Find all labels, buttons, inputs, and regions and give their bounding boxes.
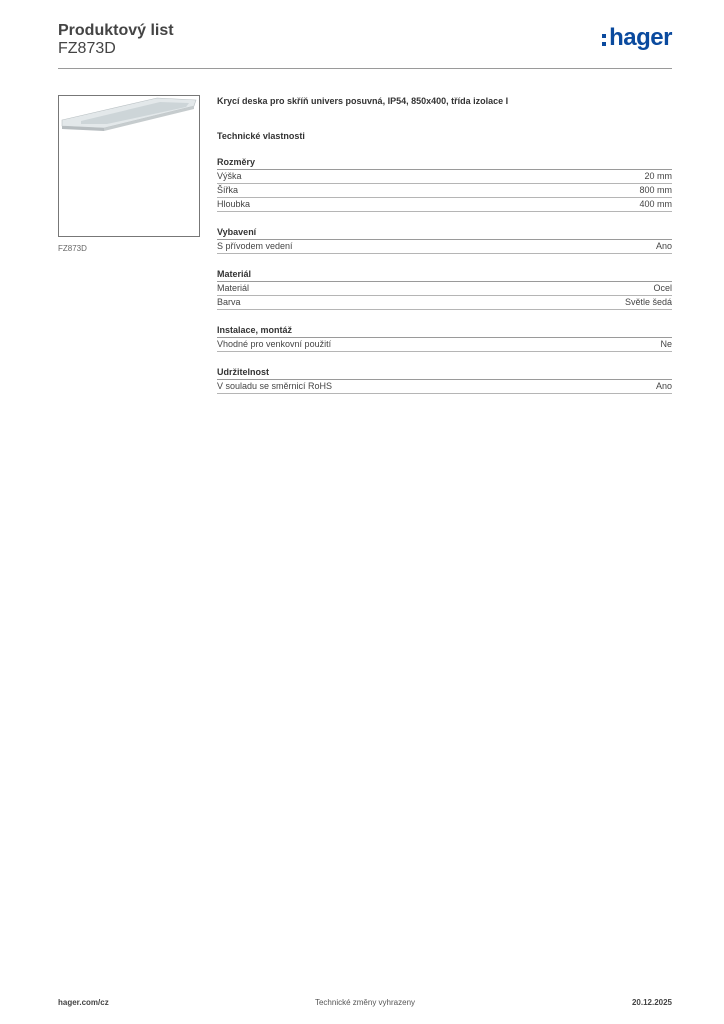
property-value: Ano (655, 381, 672, 391)
footer-website: hager.com/cz (58, 998, 109, 1007)
section-title: Materiál (217, 268, 672, 282)
property-row (217, 296, 672, 310)
logo-dots-icon (602, 34, 606, 46)
property-row (217, 338, 672, 352)
property-value: Ano (655, 241, 672, 251)
property-value: 800 mm (639, 185, 672, 195)
property-label: Hloubka (217, 199, 251, 209)
image-caption: FZ873D (58, 244, 87, 253)
section-title: Instalace, montáž (217, 324, 672, 338)
property-row (217, 282, 672, 296)
property-value: Světle šedá (624, 297, 672, 307)
section-installation (217, 324, 672, 352)
property-label: S přívodem vedení (217, 241, 293, 251)
property-value: Ocel (653, 283, 672, 293)
section-title: Rozměry (217, 156, 672, 170)
section-title: Vybavení (217, 226, 672, 240)
section-equipment (217, 226, 672, 254)
product-code: FZ873D (58, 40, 116, 57)
footer-note: Technické změny vyhrazeny (314, 998, 416, 1007)
logo-text: hager (609, 24, 672, 51)
document-title: Produktový list (58, 22, 174, 39)
product-description: Krycí deska pro skříň univers posuvná, IP54, 850x400, třída izolace I (217, 96, 509, 106)
technical-properties-title: Technické vlastnosti (217, 131, 305, 141)
property-row (217, 184, 672, 198)
property-label: Materiál (217, 283, 250, 293)
property-value: 400 mm (639, 199, 672, 209)
property-label: V souladu se směrnicí RoHS (217, 381, 333, 391)
product-image (58, 95, 200, 237)
section-sustainability (217, 366, 672, 394)
property-label: Vhodné pro venkovní použití (217, 339, 332, 349)
product-details (217, 95, 672, 394)
section-dimensions (217, 156, 672, 212)
property-label: Barva (217, 297, 241, 307)
section-title: Udržitelnost (217, 366, 672, 380)
hager-logo (602, 24, 672, 52)
property-row (217, 170, 672, 184)
section-material (217, 268, 672, 310)
property-label: Šířka (217, 185, 239, 195)
page-header (58, 20, 672, 69)
cover-plate-image (59, 96, 199, 236)
property-value: Ne (660, 339, 672, 349)
property-row (217, 198, 672, 212)
property-value: 20 mm (644, 171, 672, 181)
footer-date: 20.12.2025 (631, 998, 672, 1007)
property-label: Výška (217, 171, 242, 181)
property-row (217, 240, 672, 254)
property-row (217, 380, 672, 394)
